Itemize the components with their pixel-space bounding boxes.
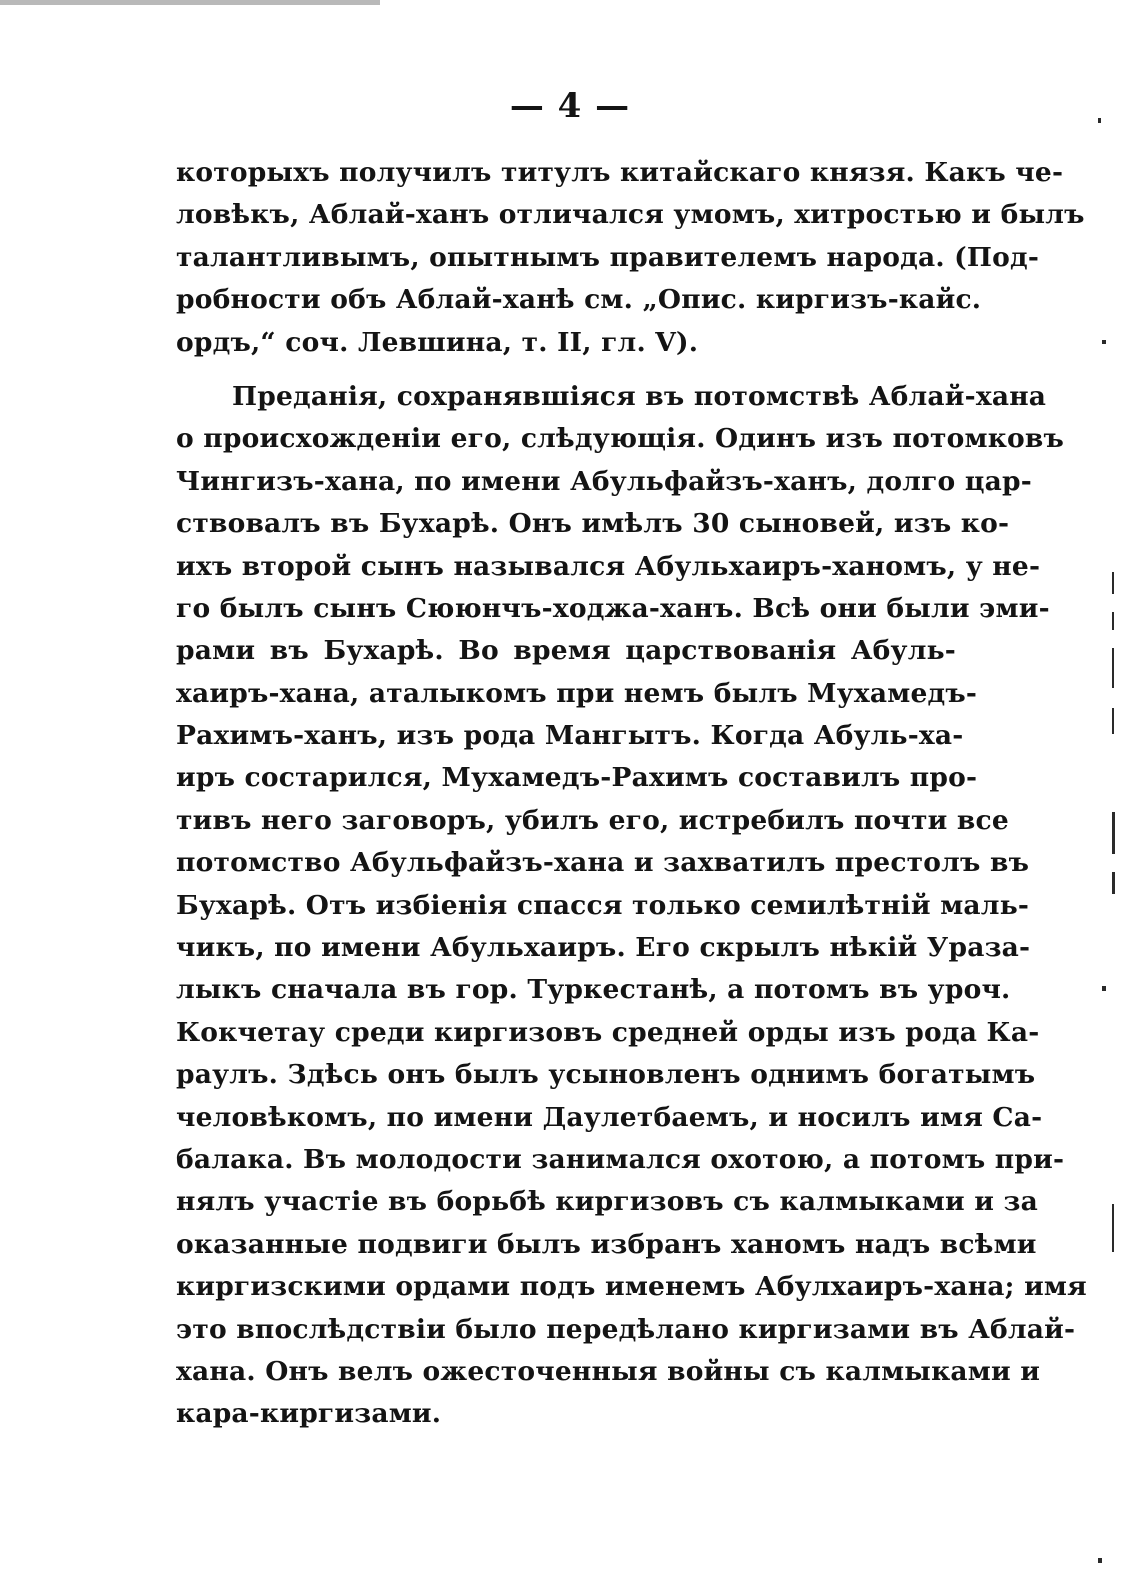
- text-line: ихъ второй сынъ назывался Абульхаиръ-ханомъ, у не-: [176, 550, 1041, 582]
- text-line: оказанные подвиги былъ избранъ ханомъ надъ всѣми: [176, 1228, 1037, 1260]
- scan-speck: [1112, 1204, 1114, 1252]
- text-line: чикъ, по имени Абульхаиръ. Его скрылъ нѣкій Ураза-: [176, 932, 1031, 964]
- scan-speck: [1098, 118, 1101, 123]
- text-line: потомство Абульфайзъ-хана и захватилъ престолъ въ: [176, 847, 1030, 879]
- scan-speck: [1102, 340, 1106, 344]
- body-text: [176, 152, 1087, 1436]
- text-line: талантливымъ, опытнымъ правителемъ народа. (Под-: [176, 241, 1040, 273]
- text-line: о происхожденіи его, слѣдующія. Одинъ изъ потомковъ: [176, 423, 1065, 455]
- text-line: киргизскими ордами подъ именемъ Абулхаиръ-хана; имя: [176, 1271, 1087, 1303]
- scan-speck: [1112, 612, 1114, 630]
- text-line: робности объ Аблай-ханѣ см. „Опис. киргизъ-кайс.: [176, 284, 982, 316]
- text-line: раулъ. Здѣсь онъ былъ усыновленъ однимъ богатымъ: [176, 1059, 1036, 1091]
- text-line: ордъ,“ соч. Левшина, т. II, гл. V).: [176, 326, 699, 358]
- scan-speck: [1112, 708, 1114, 734]
- text-line: которыхъ получилъ титулъ китайскаго князя. Какъ че-: [176, 157, 1064, 188]
- text-line: Чингизъ-хана, по имени Абульфайзъ-ханъ, долго цар-: [176, 465, 1032, 497]
- text-line: нялъ участіе въ борьбѣ киргизовъ съ калмыками и за: [176, 1186, 1039, 1218]
- text-line: Рахимъ-ханъ, изъ рода Мангытъ. Когда Абуль-ха-: [176, 720, 964, 752]
- text-line: го былъ сынъ Сююнчъ-ходжа-ханъ. Всѣ они были эми-: [176, 592, 1050, 624]
- text-line: это впослѣдствіи было передѣлано киргизами въ Аблай-: [176, 1313, 1076, 1345]
- text-line: иръ состарился, Мухамедъ-Рахимъ составилъ про-: [176, 762, 978, 794]
- text-line: ловѣкъ, Аблай-ханъ отличался умомъ, хитростью и былъ: [176, 199, 1085, 231]
- scan-speck: [1112, 648, 1114, 688]
- text-line: балака. Въ молодости занимался охотою, а потомъ при-: [176, 1143, 1065, 1175]
- text-line: Преданія, сохранявшіяся въ потомствѣ Аблай-хана: [232, 380, 1047, 412]
- text-line: хана. Онъ велъ ожесточенныя войны съ калмыками и: [176, 1355, 1041, 1387]
- paragraph-2: [176, 376, 1087, 1436]
- text-line: Кокчетау среди киргизовъ средней орды изъ рода Ка-: [176, 1016, 1040, 1048]
- scan-speck: [1112, 572, 1114, 594]
- scan-edge-rule: [0, 0, 380, 5]
- page-number: — 4 —: [509, 86, 631, 126]
- text-line: лыкъ сначала въ гор. Туркестанѣ, а потомъ въ уроч.: [176, 974, 1011, 1006]
- scan-speck: [1102, 986, 1106, 991]
- scan-speck: [1098, 1558, 1102, 1563]
- text-line: хаиръ-хана, аталыкомъ при немъ былъ Мухамедъ-: [176, 677, 978, 709]
- text-line: кара-киргизами.: [176, 1398, 442, 1430]
- paragraph-1: [176, 152, 1085, 364]
- text-line: Бухарѣ. Отъ избіенія спасся только семилѣтній маль-: [176, 889, 1030, 921]
- scan-speck: [1112, 812, 1115, 854]
- text-line: человѣкомъ, по имени Даулетбаемъ, и носилъ имя Са-: [176, 1101, 1043, 1133]
- text-line: ствовалъ въ Бухарѣ. Онъ имѣлъ 30 сыновей, изъ ко-: [176, 508, 1010, 540]
- text-line: тивъ него заговоръ, убилъ его, истребилъ почти все: [176, 804, 1009, 836]
- scan-speck: [1112, 872, 1115, 894]
- text-line: рами въ Бухарѣ. Во время царствованія Абуль-: [176, 635, 956, 667]
